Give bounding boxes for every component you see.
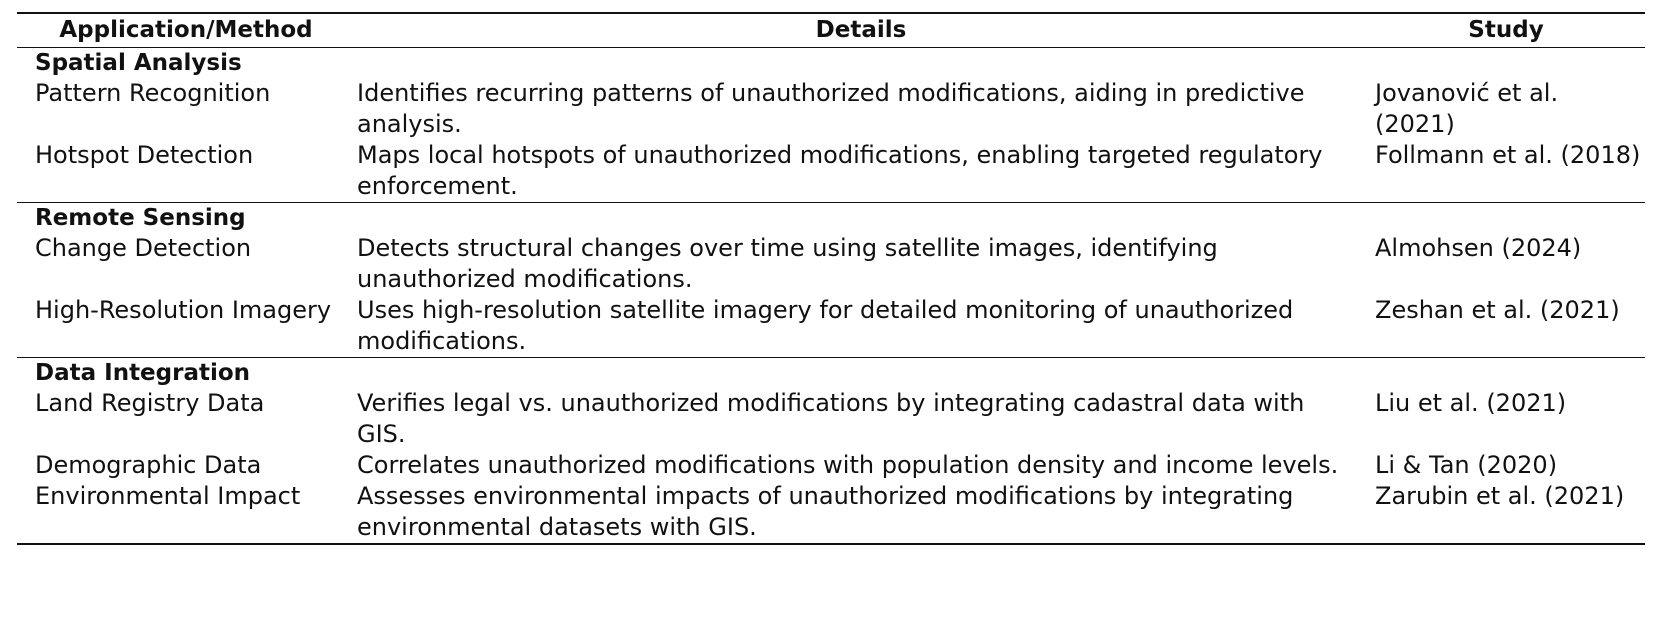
- section-title: Remote Sensing: [35, 205, 246, 231]
- method-cell: Hotspot Detection: [35, 141, 254, 169]
- header-method: Application/Method: [59, 17, 313, 43]
- method-cell: Demographic Data: [35, 451, 262, 479]
- method-cell: Environmental Impact: [35, 482, 301, 510]
- methods-table: [17, 12, 1645, 545]
- method-cell: High-Resolution Imagery: [35, 296, 332, 324]
- method-cell: Change Detection: [35, 234, 252, 262]
- methods-table-container: [17, 12, 1645, 545]
- table-row: [17, 481, 1645, 544]
- section-row-spatial-analysis: [17, 48, 1645, 79]
- details-cell: Maps local hotspots of unauthorized modifications, enabling targeted regulatory enforcement.: [357, 141, 1323, 200]
- header-details: Details: [815, 17, 907, 43]
- details-cell: Identifies recurring patterns of unauthorized modifications, aiding in predictive analysis.: [357, 79, 1305, 138]
- section-row-remote-sensing: [17, 203, 1645, 234]
- details-cell: Assesses environmental impacts of unauthorized modifications by integrating environmental datasets with GIS.: [357, 482, 1294, 541]
- section-title: Data Integration: [35, 360, 251, 386]
- study-cell: Zeshan et al. (2021): [1375, 296, 1620, 324]
- table-row: [17, 233, 1645, 295]
- table-header: [17, 13, 1645, 48]
- method-cell: Land Registry Data: [35, 389, 265, 417]
- details-cell: Correlates unauthorized modifications with population density and income levels.: [357, 451, 1339, 479]
- details-cell: Uses high-resolution satellite imagery for detailed monitoring of unauthorized modifications.: [357, 296, 1294, 355]
- table-row: [17, 78, 1645, 140]
- study-cell: Li & Tan (2020): [1375, 451, 1558, 479]
- details-cell: Detects structural changes over time using satellite images, identifying unauthorized modifications.: [357, 234, 1218, 293]
- table-row: [17, 450, 1645, 481]
- study-cell: Zarubin et al. (2021): [1375, 482, 1625, 510]
- table-row: [17, 388, 1645, 450]
- details-cell: Verifies legal vs. unauthorized modifications by integrating cadastral data with GIS.: [357, 389, 1305, 448]
- header-study: Study: [1468, 17, 1544, 43]
- table-row: [17, 140, 1645, 203]
- study-cell: Liu et al. (2021): [1375, 389, 1567, 417]
- study-cell: Jovanović et al. (2021): [1375, 79, 1559, 138]
- method-cell: Pattern Recognition: [35, 79, 271, 107]
- study-cell: Almohsen (2024): [1375, 234, 1582, 262]
- table-body: [17, 48, 1645, 545]
- section-row-data-integration: [17, 358, 1645, 389]
- table-row: [17, 295, 1645, 358]
- section-title: Spatial Analysis: [35, 50, 242, 76]
- study-cell: Follmann et al. (2018): [1375, 141, 1641, 169]
